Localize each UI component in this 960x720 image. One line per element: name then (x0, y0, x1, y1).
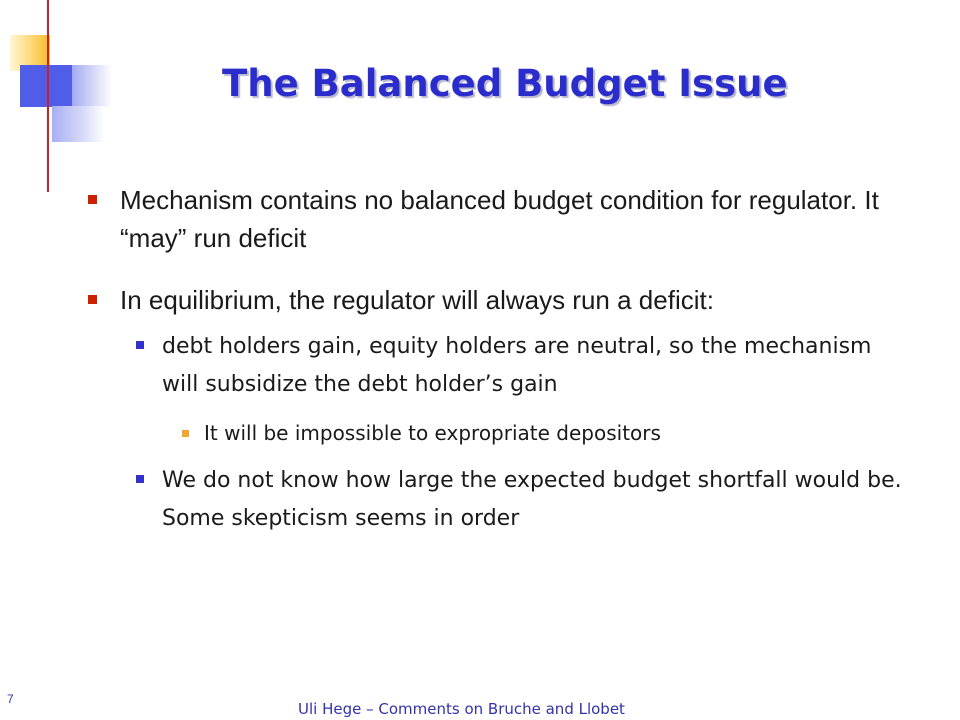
sub-sub-bullet-item (204, 419, 904, 447)
decorative-blue-square (20, 65, 72, 107)
footer-text: Uli Hege – Comments on Bruche and Llobet (298, 700, 625, 718)
sub-bullet-marker (136, 341, 144, 349)
decorative-light-blue-square (52, 106, 104, 142)
sub-bullet-item (162, 462, 902, 538)
slide-title: The Balanced Budget Issue (222, 62, 788, 105)
sub-bullet-text: We do not know how large the expected budget shortfall would be. Some skepticism seems in order (162, 468, 902, 531)
sub-bullet-marker (136, 475, 144, 483)
bullet-item (120, 181, 910, 257)
bullet-text: Mechanism contains no balanced budget condition for regulator. It “may” run deficit (120, 185, 879, 253)
decorative-red-line (47, 0, 49, 192)
page-number: 7 (7, 692, 14, 706)
sub-bullet-item (162, 328, 902, 404)
bullet-marker (88, 195, 97, 204)
bullet-marker (88, 295, 97, 304)
bullet-item (120, 281, 910, 319)
sub-sub-bullet-marker (182, 430, 189, 437)
sub-sub-bullet-text: It will be impossible to expropriate depositors (204, 421, 661, 445)
sub-bullet-text: debt holders gain, equity holders are neutral, so the mechanism will subsidize the debt holder’s gain (162, 334, 872, 397)
bullet-text: In equilibrium, the regulator will always run a deficit: (120, 285, 714, 315)
